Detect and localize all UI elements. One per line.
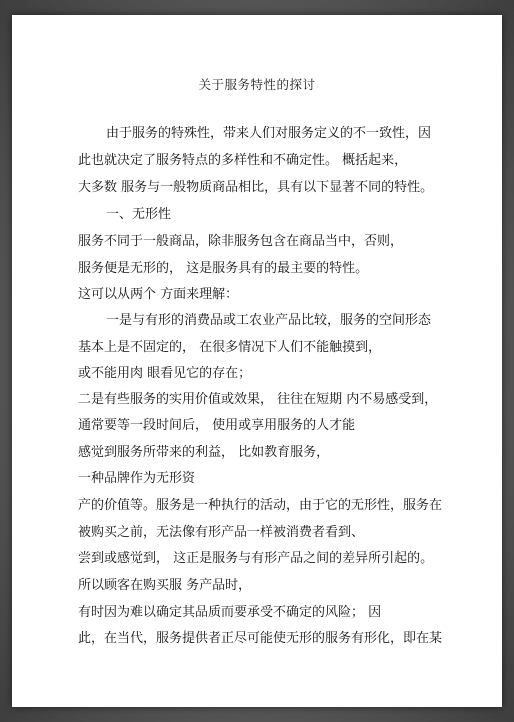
paragraph-line: 由于服务的特殊性，带来人们对服务定义的不一致性，因 bbox=[106, 126, 432, 141]
paragraph-line: 这可以从两个 方面来理解： bbox=[78, 287, 239, 302]
paragraph-line: 一是与有形的消费品或工农业产品比较，服务的空间形态 bbox=[106, 313, 432, 328]
document-page bbox=[12, 15, 502, 707]
paragraph-line: 此，在当代，服务提供者正尽可能使无形的服务有形化，即在某 bbox=[78, 631, 443, 646]
paragraph-line: 基本上是不固定的， 在很多情况下人们不能触摸到， bbox=[78, 340, 382, 355]
paragraph-line: 二是有些服务的实用价值或效果， 往往在短期 内不易感受到， bbox=[78, 392, 438, 407]
paragraph-line: 服务便是无形的， 这是服务具有的最主要的特性。 bbox=[78, 261, 369, 276]
paragraph-line: 尝到或感觉到， 这正是服务与有形产品之间的差异所引起的。 bbox=[78, 551, 434, 566]
paragraph-line: 或不能用肉 眼看见它的存在； bbox=[78, 366, 252, 381]
paragraph-line: 有时因为难以确定其品质而要承受不确定的风险； 因 bbox=[78, 605, 382, 620]
paragraph-line: 产的价值等。服务是一种执行的活动，由于它的无形性，服务在 bbox=[78, 498, 443, 513]
paragraph-line: 此也就决定了服务特点的多样性和不确定性。 概括起来， bbox=[78, 153, 408, 168]
section-heading: 一、无形性 bbox=[106, 207, 172, 222]
paragraph-line: 大多数 服务与一般物质商品相比，具有以下显著不同的特性。 bbox=[78, 180, 434, 195]
paragraph-line: 感觉到服务所带来的利益， 比如教育服务， bbox=[78, 445, 330, 460]
paragraph-line: 通常要等一段时间后， 使用或享用服务的人才能 bbox=[78, 418, 356, 433]
document-title: 关于服务特性的探讨 bbox=[198, 77, 316, 92]
paragraph-line: 所以顾客在购买服 务产品时， bbox=[78, 578, 252, 593]
paragraph-line: 服务不同于一般商品，除非服务包含在商品当中，否则， bbox=[78, 234, 404, 249]
paragraph-line: 被购买之前，无法像有形产品一样被消费者看到、 bbox=[78, 525, 365, 540]
paragraph-line: 一种品牌作为无形资 bbox=[78, 471, 196, 486]
